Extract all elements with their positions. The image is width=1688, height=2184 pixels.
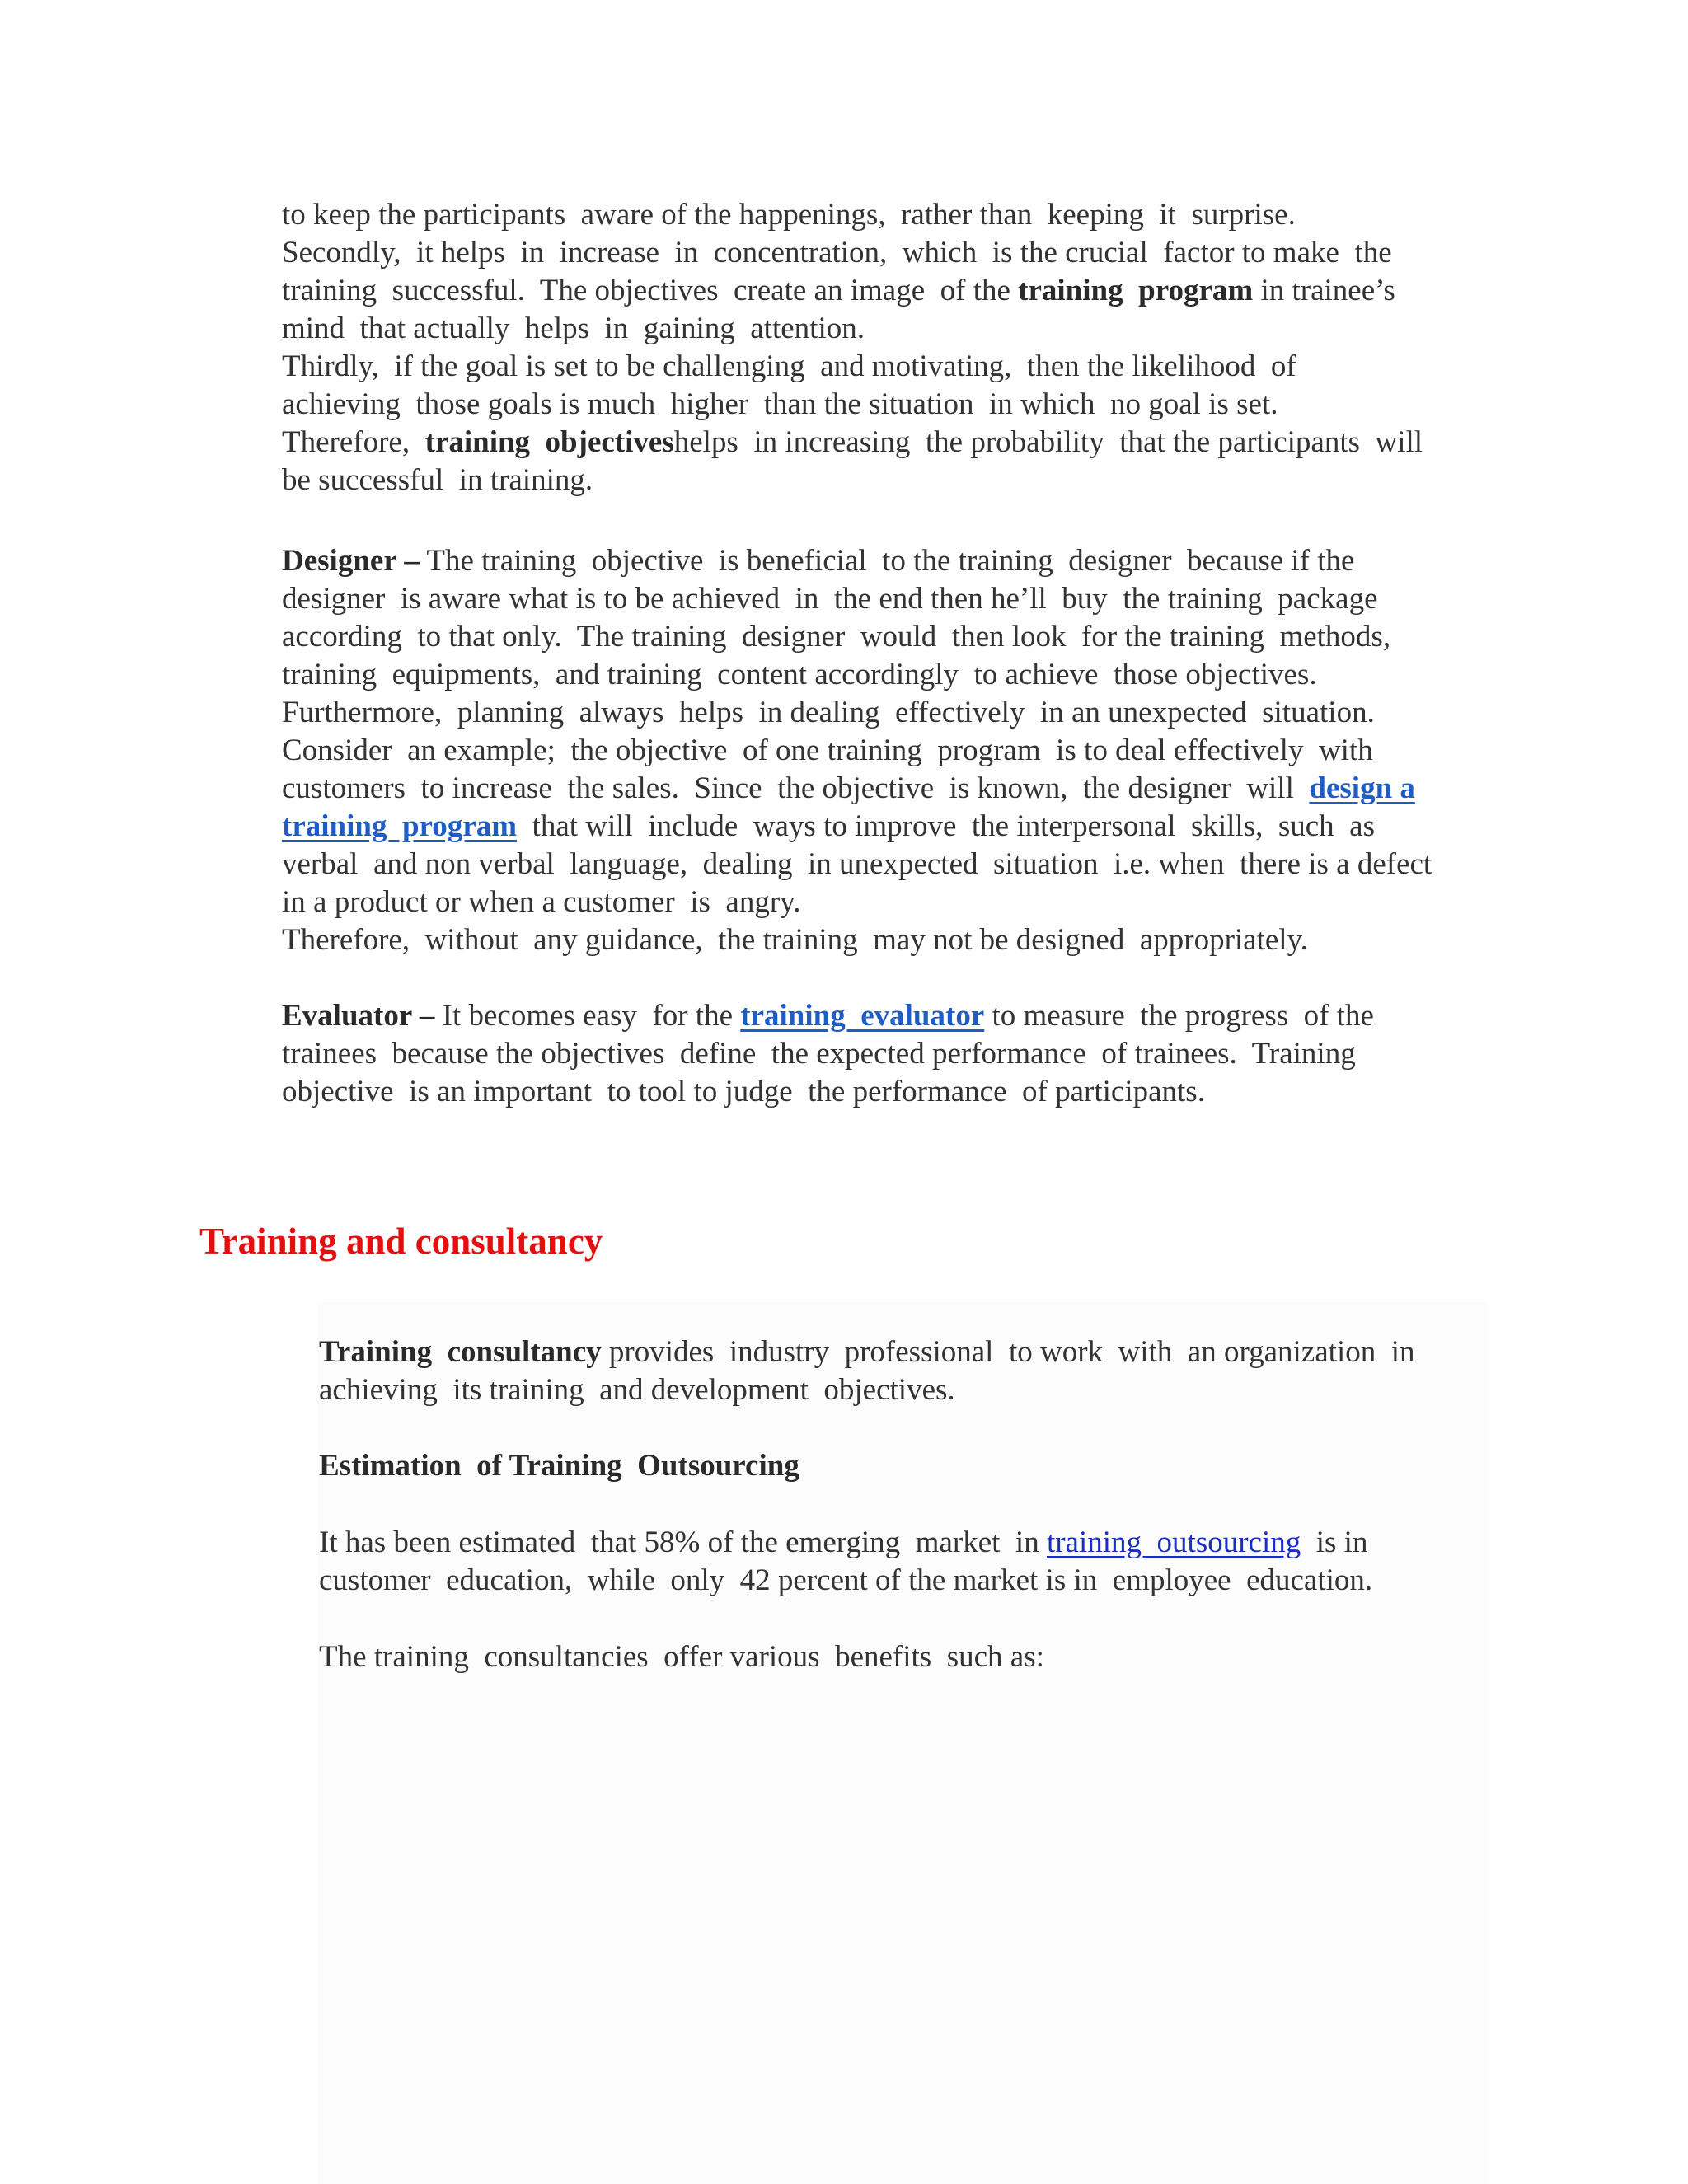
text-line: achieving those goals is much higher than the situation in which no goal is set. <box>282 387 1278 421</box>
training-evaluator-link[interactable]: training evaluator <box>740 999 985 1033</box>
text-line: Thirdly, if the goal is set to be challenging and motivating, then the likelihood of <box>282 349 1296 383</box>
section-heading: Training and consultancy <box>199 1221 603 1262</box>
text-line: Evaluator – It becomes easy for the training evaluator to measure the progress of the <box>282 999 1374 1033</box>
text-line: designer is aware what is to be achieved in the end then he’ll buy the training package <box>282 582 1378 616</box>
closing-line: The training consultancies offer various benefits such as: <box>319 1640 1044 1674</box>
bold-term: training objectives <box>424 425 674 459</box>
text-line: training program that will include ways to improve the interpersonal skills, such as <box>282 809 1375 843</box>
design-training-program-link-cont[interactable]: training program <box>282 809 518 843</box>
text-line: according to that only. The training designer would then look for the training methods, <box>282 620 1391 654</box>
text-line: to keep the participants aware of the happenings, rather than keeping it surprise. <box>282 198 1296 232</box>
text-line: Consider an example; the objective of one training program is to deal effectively with <box>282 733 1373 767</box>
training-outsourcing-link[interactable]: training outsourcing <box>1046 1526 1301 1559</box>
text-line: customer education, while only 42 percent of the market is in employee education. <box>319 1563 1373 1597</box>
text-line: Furthermore, planning always helps in dealing effectively in an unexpected situation. <box>282 696 1375 729</box>
text-line: Therefore, training objectiveshelps in increasing the probability that the participants will <box>282 425 1423 459</box>
text-line: achieving its training and development objectives. <box>319 1373 955 1407</box>
text-line: training equipments, and training content accordingly to achieve those objectives. <box>282 658 1317 691</box>
text-line: Designer – The training objective is beneficial to the training designer because if the <box>282 544 1355 578</box>
text-line: verbal and non verbal language, dealing in unexpected situation i.e. when there is a defect <box>282 847 1432 881</box>
text-line: mind that actually helps in gaining attention. <box>282 312 865 345</box>
text-line: Secondly, it helps in increase in concentration, which is the crucial factor to make the <box>282 236 1392 269</box>
text-line: objective is an important to tool to judge the performance of participants. <box>282 1075 1205 1108</box>
text-line: It has been estimated that 58% of the emerging market in training outsourcing is in <box>319 1526 1368 1559</box>
section-background <box>317 1302 1488 2184</box>
text-line: customers to increase the sales. Since the objective is known, the designer will design a <box>282 771 1415 805</box>
text-line: Therefore, without any guidance, the training may not be designed appropriately. <box>282 923 1308 957</box>
subheading: Estimation of Training Outsourcing <box>319 1449 799 1483</box>
text-line: trainees because the objectives define the expected performance of trainees. Training <box>282 1037 1356 1071</box>
text-line: training successful. The objectives create an image of the training program in trainee’s <box>282 274 1395 307</box>
bold-term: Training consultancy <box>319 1335 602 1369</box>
text-line: in a product or when a customer is angry. <box>282 885 801 919</box>
designer-label: Designer – <box>282 544 420 578</box>
evaluator-label: Evaluator – <box>282 999 435 1033</box>
design-training-program-link[interactable]: design a <box>1309 771 1415 805</box>
text-line: be successful in training. <box>282 463 593 497</box>
bold-term: training program <box>1018 274 1254 307</box>
text-line: Training consultancy provides industry professional to work with an organization in <box>319 1335 1415 1369</box>
